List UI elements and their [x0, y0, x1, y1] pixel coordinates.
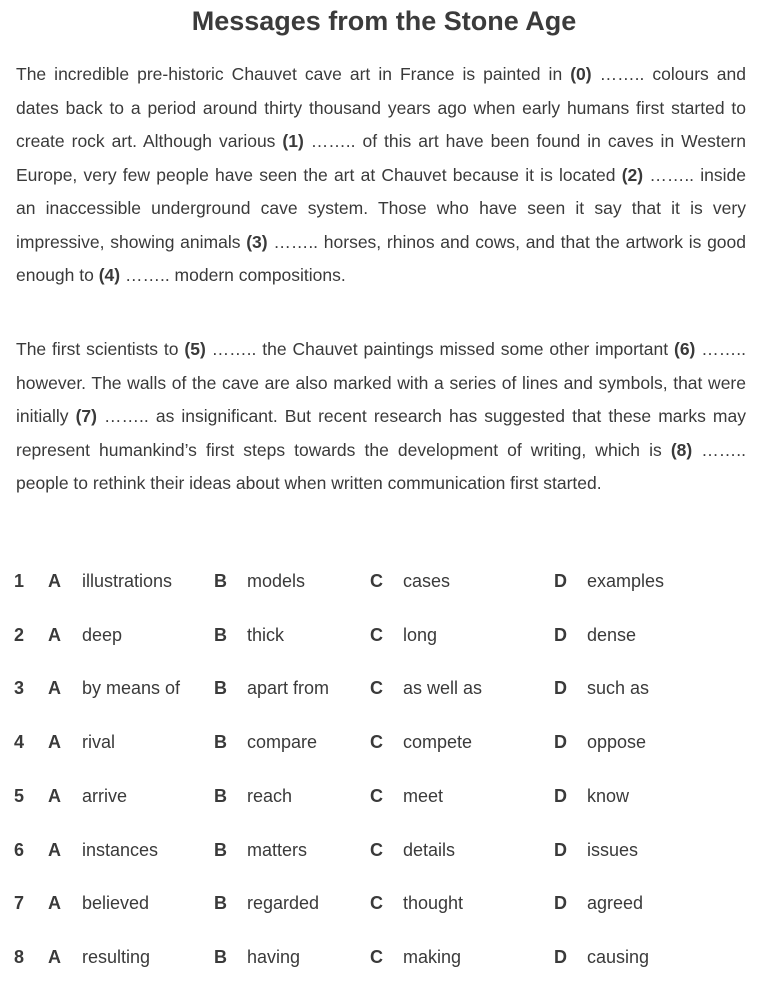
question-number: 8	[14, 946, 25, 967]
question-row	[0, 620, 768, 650]
question-number: 5	[14, 785, 25, 806]
option-text-d: issues	[587, 839, 639, 860]
question-row	[0, 566, 768, 596]
gap-number: (2)	[621, 164, 644, 185]
option-text-c: as well as	[403, 678, 483, 699]
gap-number: (0)	[570, 64, 592, 84]
option-text-b: having	[247, 946, 301, 967]
question-number: 7	[14, 893, 25, 914]
option-letter-b: B	[214, 571, 227, 591]
question-number: 1	[14, 571, 25, 591]
option-letter-c: C	[370, 571, 383, 591]
option-text-b: models	[247, 571, 306, 591]
gap-number: (5)	[184, 339, 206, 359]
option-letter-a: A	[48, 839, 61, 860]
passage-text: The incredible pre-historic Chauvet cave art in France is painted in	[16, 64, 571, 84]
passage-paragraph-1	[16, 58, 746, 293]
option-text-d: oppose	[587, 732, 647, 753]
question-row	[0, 727, 768, 757]
passage-text: …….. as insignificant. But recent research has suggested that these marks may represent humankind’s first steps towards the development of writing, which is	[16, 406, 746, 460]
option-text-d: dense	[587, 624, 637, 645]
passage-text: …….. of this art have been found in caves in Western Europe, very few people have seen the art at Chauvet because it is located	[16, 131, 746, 185]
question-row	[0, 673, 768, 703]
option-text-b: thick	[247, 624, 285, 645]
option-letter-c: C	[370, 624, 383, 645]
option-text-c: thought	[403, 893, 464, 914]
gap-number: (7)	[75, 406, 97, 426]
option-letter-b: B	[214, 624, 227, 645]
gap-number: (8)	[670, 439, 693, 460]
option-letter-a: A	[48, 624, 61, 645]
option-letter-b: B	[214, 839, 227, 860]
option-letter-b: B	[214, 893, 227, 914]
option-letter-c: C	[370, 678, 383, 699]
option-text-a: by means of	[82, 678, 181, 699]
option-letter-a: A	[48, 571, 61, 591]
gap-number: (6)	[674, 339, 696, 359]
option-text-c: meet	[403, 785, 444, 806]
option-letter-b: B	[214, 785, 227, 806]
page-title: Messages from the Stone Age	[191, 6, 577, 36]
gap-number: (1)	[282, 131, 304, 151]
option-letter-a: A	[48, 785, 61, 806]
option-letter-d: D	[554, 946, 567, 967]
option-letter-a: A	[48, 946, 61, 967]
passage-text: …….. modern compositions.	[120, 265, 346, 285]
option-text-b: regarded	[247, 893, 320, 914]
option-letter-a: A	[48, 893, 61, 914]
option-letter-c: C	[370, 785, 383, 806]
option-text-b: reach	[247, 785, 293, 806]
option-letter-d: D	[554, 571, 567, 591]
option-letter-b: B	[214, 946, 227, 967]
option-text-a: instances	[82, 839, 159, 860]
passage-text: …….. horses, rhinos and cows, and that the artwork is good enough to	[16, 231, 747, 285]
passage-text: …….. however. The walls of the cave are also marked with a series of lines and symbols, that were initially	[16, 339, 746, 426]
option-text-d: causing	[587, 946, 650, 967]
question-number: 4	[14, 732, 25, 753]
option-letter-c: C	[370, 732, 383, 753]
option-text-c: long	[403, 624, 438, 645]
option-letter-b: B	[214, 678, 227, 699]
question-number: 6	[14, 839, 25, 860]
option-text-c: details	[403, 839, 456, 860]
gap-number: (3)	[246, 231, 268, 252]
gap-number: (4)	[98, 265, 121, 285]
passage-text: …….. people to rethink their ideas about when written communication first started.	[16, 439, 746, 493]
passage-text: …….. the Chauvet paintings missed some other important	[205, 339, 674, 359]
passage-paragraph-2	[16, 333, 746, 501]
option-letter-c: C	[370, 893, 383, 914]
passage-text: …….. colours and dates back to a period around thirty thousand years ago when early humans first started to create rock art. Although various	[16, 64, 747, 151]
option-letter-a: A	[48, 678, 61, 699]
question-row	[0, 781, 768, 811]
option-letter-a: A	[48, 732, 61, 753]
option-text-a: illustrations	[82, 571, 173, 591]
passage-text: …….. inside an inaccessible underground cave system. Those who have seen it say that it is very impressive, showing animals	[16, 164, 746, 252]
question-row	[0, 888, 768, 918]
option-letter-d: D	[554, 785, 567, 806]
question-row	[0, 942, 768, 972]
option-text-a: resulting	[82, 946, 151, 967]
option-text-a: rival	[82, 732, 116, 753]
option-letter-c: C	[370, 839, 383, 860]
option-text-b: matters	[247, 839, 308, 860]
option-text-a: arrive	[82, 785, 128, 806]
option-text-d: examples	[587, 571, 665, 591]
passage-text: The first scientists to	[16, 339, 185, 359]
option-letter-c: C	[370, 946, 383, 967]
option-text-c: cases	[403, 571, 451, 591]
question-number: 3	[14, 678, 25, 699]
option-letter-d: D	[554, 839, 567, 860]
question-number: 2	[14, 624, 25, 645]
option-text-c: compete	[403, 732, 473, 753]
option-text-a: deep	[82, 624, 123, 645]
option-text-c: making	[403, 946, 462, 967]
option-letter-b: B	[214, 732, 227, 753]
question-row	[0, 835, 768, 865]
option-letter-d: D	[554, 678, 567, 699]
option-letter-d: D	[554, 732, 567, 753]
option-text-a: believed	[82, 893, 150, 914]
option-letter-d: D	[554, 893, 567, 914]
option-text-d: such as	[587, 678, 650, 699]
option-letter-d: D	[554, 624, 567, 645]
option-text-b: apart from	[247, 678, 330, 699]
option-text-d: know	[587, 785, 630, 806]
option-text-d: agreed	[587, 893, 644, 914]
option-text-b: compare	[247, 732, 318, 753]
